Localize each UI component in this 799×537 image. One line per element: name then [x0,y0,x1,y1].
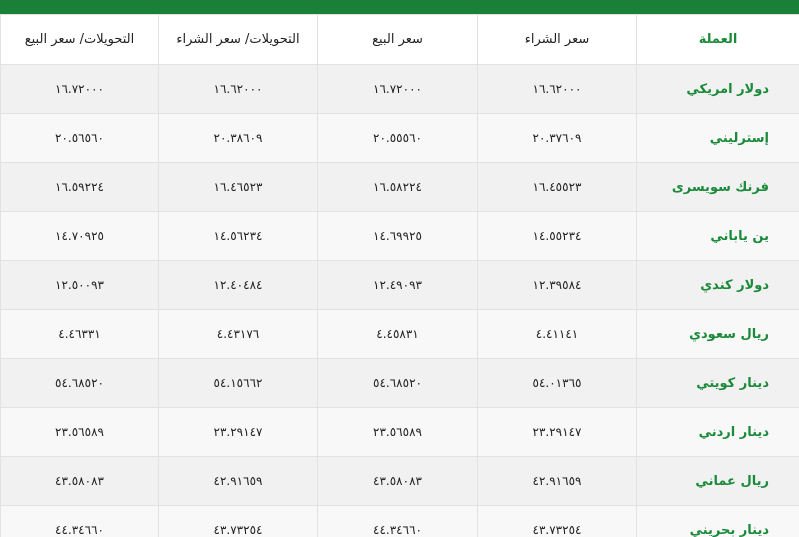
buy-cell: ١٦.٤٥٥٢٣ [478,163,637,212]
transfer-sell-cell: ٥٤.٦٨٥٢٠ [1,359,159,408]
currency-cell [637,457,799,506]
transfer-buy-cell: ٥٤.١٥٦٦٢ [159,359,318,408]
table-row [1,65,799,114]
buy-cell: ١٢.٣٩٥٨٤ [478,261,637,310]
currency-cell [637,65,799,114]
table-header-row [1,15,799,65]
currency-name: دينار بحريني [689,522,769,537]
buy-cell: ٤٢.٩١٦٥٩ [478,457,637,506]
transfer-buy-cell: ١٦.٦٢٠٠٠ [159,65,318,114]
transfer-buy-cell: ٤.٤٣١٧٦ [159,310,318,359]
table-row [1,163,799,212]
currency-name: دولار امريكي [686,81,769,97]
transfer-buy-cell: ٢٣.٢٩١٤٧ [159,408,318,457]
currency-cell [637,114,799,163]
header-transfer-buy: التحويلات/ سعر الشراء [159,15,318,65]
transfer-sell-cell: ٤.٤٦٣٣١ [1,310,159,359]
transfer-buy-cell: ٤٣.٧٣٢٥٤ [159,506,318,537]
sell-cell: ١٤.٦٩٩٢٥ [318,212,478,261]
sell-cell: ١٦.٥٨٢٢٤ [318,163,478,212]
currency-cell [637,359,799,408]
table-row [1,457,799,506]
sell-cell: ١٢.٤٩٠٩٣ [318,261,478,310]
sell-cell: ٢٣.٥٦٥٨٩ [318,408,478,457]
currency-name: دينار اردني [698,424,769,440]
header-sell: سعر البيع [318,15,478,65]
table-row [1,408,799,457]
transfer-sell-cell: ٢٣.٥٦٥٨٩ [1,408,159,457]
transfer-sell-cell: ١٦.٧٢٠٠٠ [1,65,159,114]
currency-name: ين ياباني [710,228,769,244]
currency-cell [637,506,799,537]
currency-cell [637,261,799,310]
transfer-buy-cell: ٢٠.٣٨٦٠٩ [159,114,318,163]
header-buy: سعر الشراء [478,15,637,65]
transfer-sell-cell: ١٦.٥٩٢٢٤ [1,163,159,212]
header-green-bar [0,0,799,14]
table-row [1,359,799,408]
currency-name: ريال سعودي [689,326,769,342]
table-row [1,261,799,310]
currency-name: دولار كندي [700,277,769,293]
buy-cell: ١٤.٥٥٢٣٤ [478,212,637,261]
transfer-sell-cell: ٤٤.٣٤٦٦٠ [1,506,159,537]
sell-cell: ٤٣.٥٨٠٨٣ [318,457,478,506]
transfer-sell-cell: ٤٣.٥٨٠٨٣ [1,457,159,506]
buy-cell: ١٦.٦٢٠٠٠ [478,65,637,114]
currency-name: إسترليني [709,130,769,146]
sell-cell: ١٦.٧٢٠٠٠ [318,65,478,114]
transfer-sell-cell: ١٤.٧٠٩٢٥ [1,212,159,261]
sell-cell: ٥٤.٦٨٥٢٠ [318,359,478,408]
transfer-buy-cell: ١٤.٥٦٢٣٤ [159,212,318,261]
header-currency: العملة [637,15,799,65]
table-row [1,114,799,163]
buy-cell: ٥٤.٠١٣٦٥ [478,359,637,408]
currency-cell [637,310,799,359]
currency-cell [637,163,799,212]
buy-cell: ٤٣.٧٣٢٥٤ [478,506,637,537]
transfer-sell-cell: ٢٠.٥٦٥٦٠ [1,114,159,163]
currency-cell [637,212,799,261]
currency-cell [637,408,799,457]
currency-name: ريال عماني [695,473,769,489]
currency-name: دينار كويتي [696,375,769,391]
transfer-sell-cell: ١٢.٥٠٠٩٣ [1,261,159,310]
sell-cell: ٤.٤٥٨٣١ [318,310,478,359]
transfer-buy-cell: ١٦.٤٦٥٢٣ [159,163,318,212]
table-row [1,310,799,359]
header-transfer-sell: التحويلات/ سعر البيع [1,15,159,65]
buy-cell: ٢٠.٣٧٦٠٩ [478,114,637,163]
transfer-buy-cell: ١٢.٤٠٤٨٤ [159,261,318,310]
transfer-buy-cell: ٤٢.٩١٦٥٩ [159,457,318,506]
currency-name: فرنك سويسرى [671,179,769,195]
table-row [1,212,799,261]
buy-cell: ٤.٤١١٤١ [478,310,637,359]
sell-cell: ٤٤.٣٤٦٦٠ [318,506,478,537]
buy-cell: ٢٣.٢٩١٤٧ [478,408,637,457]
table-body [1,65,799,537]
exchange-rates-table [0,14,799,537]
sell-cell: ٢٠.٥٥٥٦٠ [318,114,478,163]
table-row [1,506,799,537]
